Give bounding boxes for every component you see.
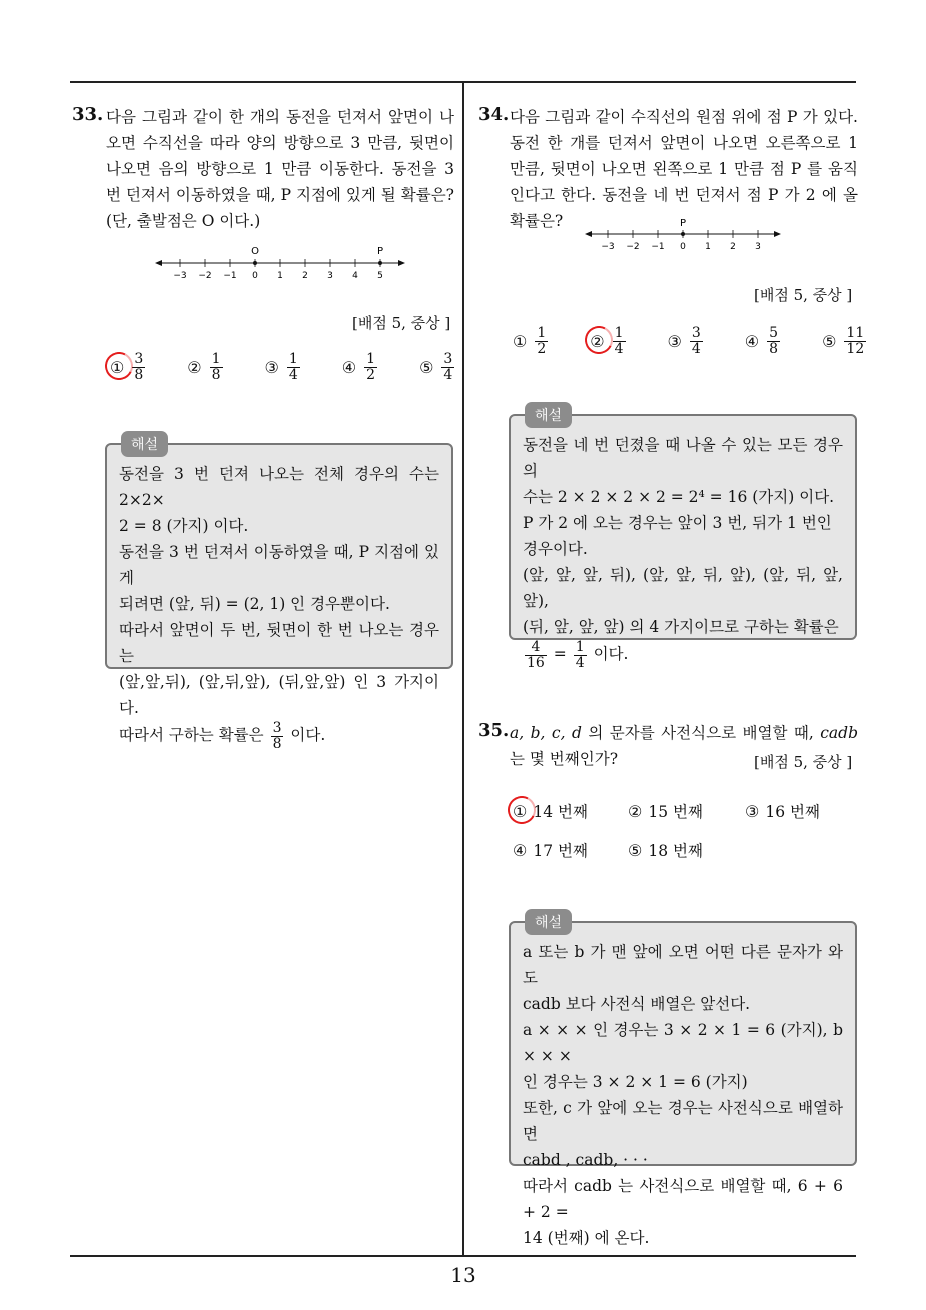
point-dot [681, 232, 685, 236]
solution-text: 동전을 3 번 던져 나오는 전체 경우의 수는 2×2× 2 = 8 (가지) 이다. 동전을 3 번 던져서 이동하였을 때, P 지점에 있게 되려면 (앞, 뒤) = (2, 1) 인 경우뿐이다. 따라서 앞면이 두 번, 뒷면이 한 번 나오는 경우는 (앞,앞,뒤), (앞,뒤,앞), (뒤,앞,앞) 인 3 가지이다. 따라서 구하는 확률은 $\frac{3}{8}$ 이다. [119, 465, 439, 752]
choice-label: 17 번째 [533, 842, 588, 860]
score-label: [배점 5, 중상 ] [754, 286, 853, 304]
question-number: 35. [478, 720, 510, 741]
tick-label: 5 [377, 271, 383, 281]
label-point-p: P [679, 218, 687, 229]
solution-text: 동전을 네 번 던졌을 때 나올 수 있는 모든 경우의 수는 2 × 2 × 2 × 2 = 2⁴ = 16 (가지) 이다. P 가 2 에 오는 경우는 앞이 3 번, 뒤가 1 번인 경우이다. (앞, 앞, 앞, 뒤), (앞, 앞, 뒤, 앞), (앞, 뒤, 앞, 앞), (뒤, 앞, 앞, 앞) 의 4 가지이므로 구하는 확률은 $\frac{4}{16}$ = $\frac{1}{4}$ 이다. [523, 436, 843, 671]
answer-choices-row-1 [513, 800, 820, 822]
fraction: $\frac{1}{2}$ [537, 325, 547, 357]
choice-number: ⑤ [822, 331, 837, 351]
column-divider [462, 82, 464, 1257]
page-number: 13 [450, 1263, 476, 1287]
answer-choices [110, 352, 456, 382]
choice-5[interactable] [822, 326, 868, 356]
point-dot [378, 261, 382, 265]
answer-choices-row-2 [513, 839, 703, 861]
choice-4[interactable] [513, 839, 628, 861]
fraction: $\frac{1}{4}$ [288, 351, 298, 383]
choice-label: 15 번째 [648, 803, 703, 821]
tick-label: −1 [651, 242, 665, 252]
solution-box [509, 408, 857, 671]
choice-number: ③ [264, 357, 279, 377]
tick-label: 3 [755, 242, 761, 252]
tick-label: −3 [173, 271, 187, 281]
tick-label: 3 [327, 271, 333, 281]
question-number: 33. [72, 104, 104, 125]
tick-label: 4 [352, 271, 358, 281]
answer-choices [513, 326, 868, 356]
fraction: $\frac{3}{4}$ [443, 351, 453, 383]
solution-box [509, 915, 857, 1247]
solution-text: a 또는 b 가 맨 앞에 오면 어떤 다른 문자가 와도 cadb 보다 사전식 배열은 앞선다. a × × × 인 경우는 3 × 2 × 1 = 6 (가지), b × × × 인 경우는 3 × 2 × 1 = 6 (가지) 또한, c 가 앞에 오는 경우는 사전식으로 배열하면 cabd , cadb, · · · 따라서 cadb 는 사전식으로 배열할 때, 6 + 6 + 2 = 14 (번째) 에 온다. [523, 943, 843, 1247]
fraction: $\frac{3}{8}$ [272, 720, 282, 752]
question-text: 다음 그림과 같이 수직선의 원점 위에 점 P 가 있다. 동전 한 개를 던져서 앞면이 나오면 오른쪽으로 1 만큼, 뒷면이 나오면 왼쪽으로 1 만큼 점 P 를 움직인다고 한다. 동전을 네 번 던져서 점 P 가 2 에 올 확률은? [510, 108, 858, 230]
choice-2[interactable] [590, 326, 627, 356]
choice-number: ④ [744, 331, 760, 351]
tick-label: 1 [705, 242, 711, 252]
choice-number: ① [110, 357, 125, 377]
solution-tag: 해설 [525, 402, 572, 428]
choice-3[interactable] [265, 352, 302, 382]
choice-2[interactable] [628, 800, 745, 822]
choice-5[interactable] [628, 839, 703, 861]
tick-label: 2 [302, 271, 308, 281]
number-line-figure-33 [155, 244, 405, 286]
choice-label: 18 번째 [648, 842, 703, 860]
tick-label: −2 [626, 242, 640, 252]
fraction: $\frac{4}{16}$ [527, 639, 545, 671]
choice-number: ④ [341, 357, 357, 377]
tick-label: −1 [223, 271, 237, 281]
tick-label: −3 [601, 242, 615, 252]
choice-number: ⑤ [419, 357, 434, 377]
point-dot [253, 261, 257, 265]
choice-number: ① [513, 801, 528, 821]
choice-4[interactable] [745, 326, 782, 356]
choice-number: ④ [513, 840, 528, 860]
fraction: $\frac{1}{4}$ [614, 325, 624, 357]
bottom-rule [70, 1255, 856, 1257]
choice-3[interactable] [745, 800, 820, 822]
solution-tag: 해설 [121, 431, 168, 457]
fraction: $\frac{1}{2}$ [366, 351, 376, 383]
tick-label: 1 [277, 271, 283, 281]
choice-1[interactable] [513, 800, 628, 822]
choice-number: ⑤ [628, 840, 643, 860]
answer-mark [504, 792, 539, 827]
answer-mark [582, 323, 617, 358]
choice-1[interactable] [513, 326, 550, 356]
tick-label: 0 [252, 271, 258, 281]
score-label: [배점 5, 중상 ] [352, 314, 451, 332]
choice-label: 16 번째 [765, 803, 820, 821]
fraction: $\frac{3}{4}$ [691, 325, 701, 357]
label-point-p: P [376, 246, 384, 257]
choice-number: ② [590, 331, 605, 351]
fraction: $\frac{11}{12}$ [846, 325, 865, 357]
fraction: $\frac{5}{8}$ [769, 325, 779, 357]
choice-label: 14 번째 [533, 803, 588, 821]
tick-label: 0 [680, 242, 686, 252]
choice-3[interactable] [668, 326, 705, 356]
choice-5[interactable] [419, 352, 456, 382]
tick-label: 2 [730, 242, 736, 252]
fraction: $\frac{3}{8}$ [134, 351, 144, 383]
choice-2[interactable] [187, 352, 224, 382]
solution-box [105, 437, 453, 752]
choice-1[interactable] [110, 352, 147, 382]
number-line-figure-34 [585, 216, 781, 256]
solution-tag: 해설 [525, 909, 572, 935]
question-text: a, b, c, d 의 문자를 사전식으로 배열할 때, cadb 는 몇 번째인가? [510, 724, 859, 768]
choice-number: ② [187, 357, 202, 377]
choice-4[interactable] [342, 352, 379, 382]
tick-label: −2 [198, 271, 212, 281]
choice-number: ③ [745, 801, 760, 821]
question-number: 34. [478, 104, 510, 125]
choice-number: ① [513, 331, 528, 351]
answer-mark [101, 349, 136, 384]
score-label: [배점 5, 중상 ] [754, 753, 853, 771]
question-text: 다음 그림과 같이 한 개의 동전을 던져서 앞면이 나오면 수직선을 따라 양의 방향으로 3 만큼, 뒷면이 나오면 음의 방향으로 1 만큼 이동한다. 동전을 3 번 던져서 이동하였을 때, P 지점에 있게 될 확률은? (단, 출발점은 O 이다.) [106, 108, 454, 230]
choice-number: ③ [667, 331, 682, 351]
fraction: $\frac{1}{8}$ [211, 351, 221, 383]
label-origin-o: O [251, 246, 259, 257]
choice-number: ② [628, 801, 643, 821]
fraction: $\frac{1}{4}$ [575, 639, 585, 671]
